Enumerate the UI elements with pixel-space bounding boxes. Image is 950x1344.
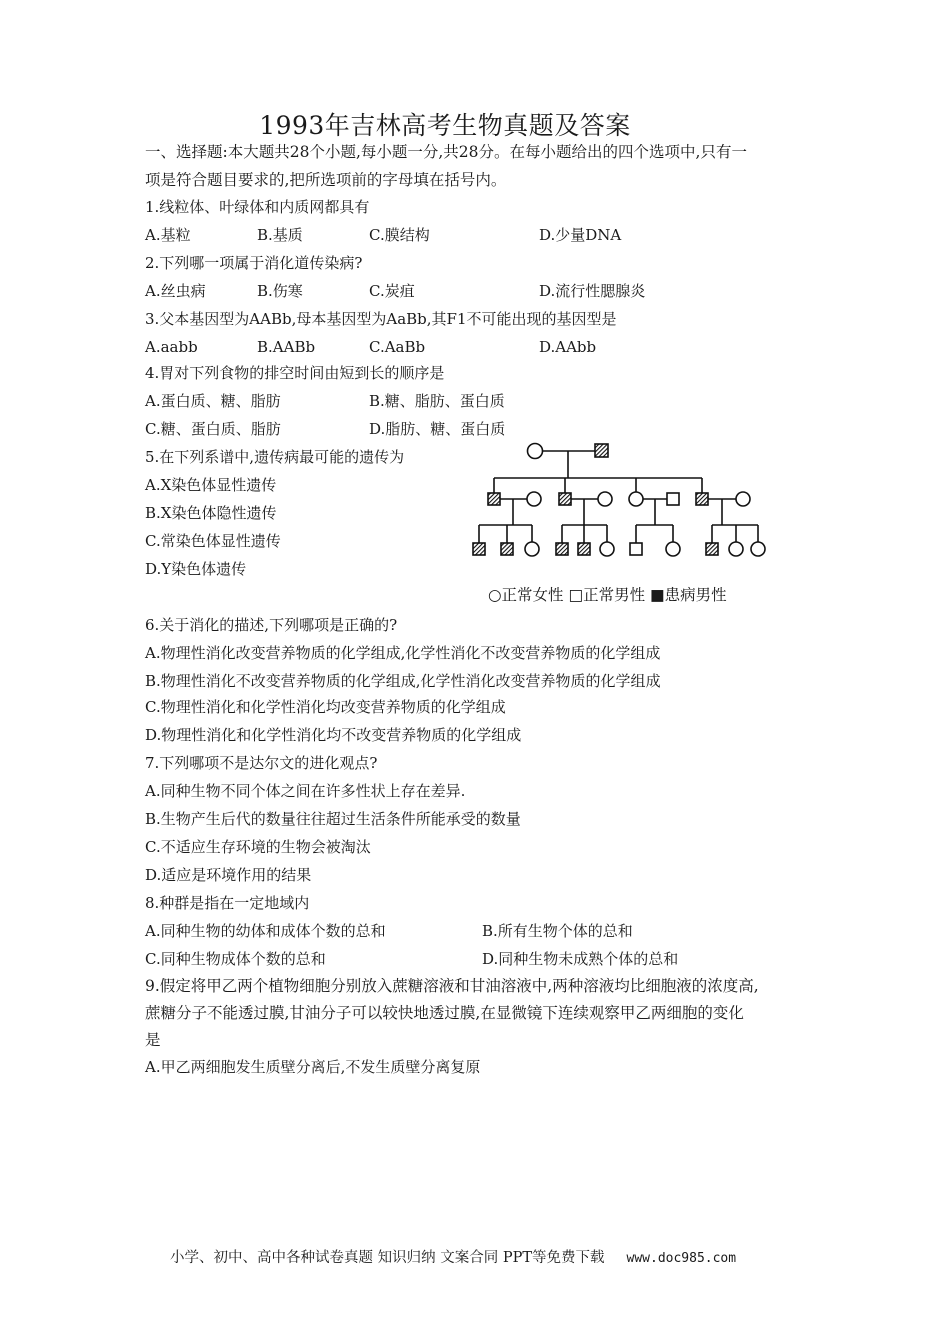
question-3-option-b: B.AABb	[257, 338, 316, 356]
question-7-option-b: B.生物产生后代的数量往往超过生活条件所能承受的数量	[145, 810, 521, 828]
question-6-option-d: D.物理性消化和化学性消化均不改变营养物质的化学组成	[145, 726, 522, 744]
footer-text: 小学、初中、高中各种试卷真题 知识归纳 文案合同 PPT等免费下载	[170, 1250, 605, 1266]
question-1-option-b: B.基质	[257, 226, 303, 244]
question-4-option-a: A.蛋白质、糖、脂肪	[145, 392, 281, 410]
question-8-option-b: B.所有生物个体的总和	[482, 922, 633, 940]
question-6-stem: 6.关于消化的描述,下列哪项是正确的?	[145, 616, 398, 634]
question-2-option-c: C.炭疽	[369, 282, 415, 300]
question-7-option-d: D.适应是环境作用的结果	[145, 866, 312, 884]
pedigree-legend: ○正常女性 □正常男性 ■患病男性	[488, 586, 727, 604]
question-5-option-b: B.X染色体隐性遗传	[145, 504, 277, 522]
question-4-stem: 4.胃对下列食物的排空时间由短到长的顺序是	[145, 364, 445, 382]
page-footer	[170, 1246, 736, 1267]
question-1-stem: 1.线粒体、叶绿体和内质网都具有	[145, 198, 370, 216]
question-6-option-a: A.物理性消化改变营养物质的化学组成,化学性消化不改变营养物质的化学组成	[145, 644, 661, 662]
question-7-stem: 7.下列哪项不是达尔文的进化观点?	[145, 754, 378, 772]
question-5-option-d: D.Y染色体遗传	[145, 560, 247, 578]
question-9-stem-line-3: 是	[145, 1031, 161, 1049]
question-5-option-c: C.常染色体显性遗传	[145, 532, 281, 550]
question-2-option-b: B.伤寒	[257, 282, 303, 300]
question-8-option-d: D.同种生物未成熟个体的总和	[482, 950, 679, 968]
question-8-option-a: A.同种生物的幼体和成体个数的总和	[145, 922, 386, 940]
question-6-option-c: C.物理性消化和化学性消化均改变营养物质的化学组成	[145, 698, 506, 716]
question-5-stem: 5.在下列系谱中,遗传病最可能的遗传为	[145, 448, 405, 466]
question-7-option-c: C.不适应生存环境的生物会被淘汰	[145, 838, 371, 856]
question-9-stem-line-2: 蔗糖分子不能透过膜,甘油分子可以较快地透过膜,在显微镜下连续观察甲乙两细胞的变化	[145, 1004, 744, 1022]
question-1-option-a: A.基粒	[145, 226, 191, 244]
document-title: 1993年吉林高考生物真题及答案	[259, 111, 631, 140]
question-1-option-d: D.少量DNA	[539, 226, 622, 244]
question-4-option-c: C.糖、蛋白质、脂肪	[145, 420, 281, 438]
question-1-option-c: C.膜结构	[369, 226, 430, 244]
footer-url-link[interactable]: www.doc985.com	[626, 1251, 737, 1266]
question-8-stem: 8.种群是指在一定地域内	[145, 894, 310, 912]
question-5-option-a: A.X染色体显性遗传	[145, 476, 277, 494]
question-6-option-b: B.物理性消化不改变营养物质的化学组成,化学性消化改变营养物质的化学组成	[145, 672, 661, 690]
section-intro-line-1: 一、选择题:本大题共28个小题,每小题一分,共28分。在每小题给出的四个选项中,只有一	[145, 143, 747, 161]
question-8-option-c: C.同种生物成体个数的总和	[145, 950, 326, 968]
pedigree-diagram	[460, 438, 780, 568]
question-3-stem: 3.父本基因型为AABb,母本基因型为AaBb,其F1不可能出现的基因型是	[145, 310, 617, 328]
question-3-option-c: C.AaBb	[369, 338, 426, 356]
question-7-option-a: A.同种生物不同个体之间在许多性状上存在差异.	[145, 782, 466, 800]
section-intro-line-2: 项是符合题目要求的,把所选项前的字母填在括号内。	[145, 171, 507, 189]
question-4-option-d: D.脂肪、糖、蛋白质	[369, 420, 506, 438]
question-2-option-a: A.丝虫病	[145, 282, 206, 300]
question-9-option-a: A.甲乙两细胞发生质壁分离后,不发生质壁分离复原	[145, 1058, 481, 1076]
question-4-option-b: B.糖、脂肪、蛋白质	[369, 392, 505, 410]
question-2-option-d: D.流行性腮腺炎	[539, 282, 646, 300]
question-2-stem: 2.下列哪一项属于消化道传染病?	[145, 254, 363, 272]
question-3-option-a: A.aabb	[145, 338, 198, 356]
question-3-option-d: D.AAbb	[539, 338, 597, 356]
question-9-stem-line-1: 9.假定将甲乙两个植物细胞分别放入蔗糖溶液和甘油溶液中,两种溶液均比细胞液的浓度高,	[145, 977, 759, 995]
